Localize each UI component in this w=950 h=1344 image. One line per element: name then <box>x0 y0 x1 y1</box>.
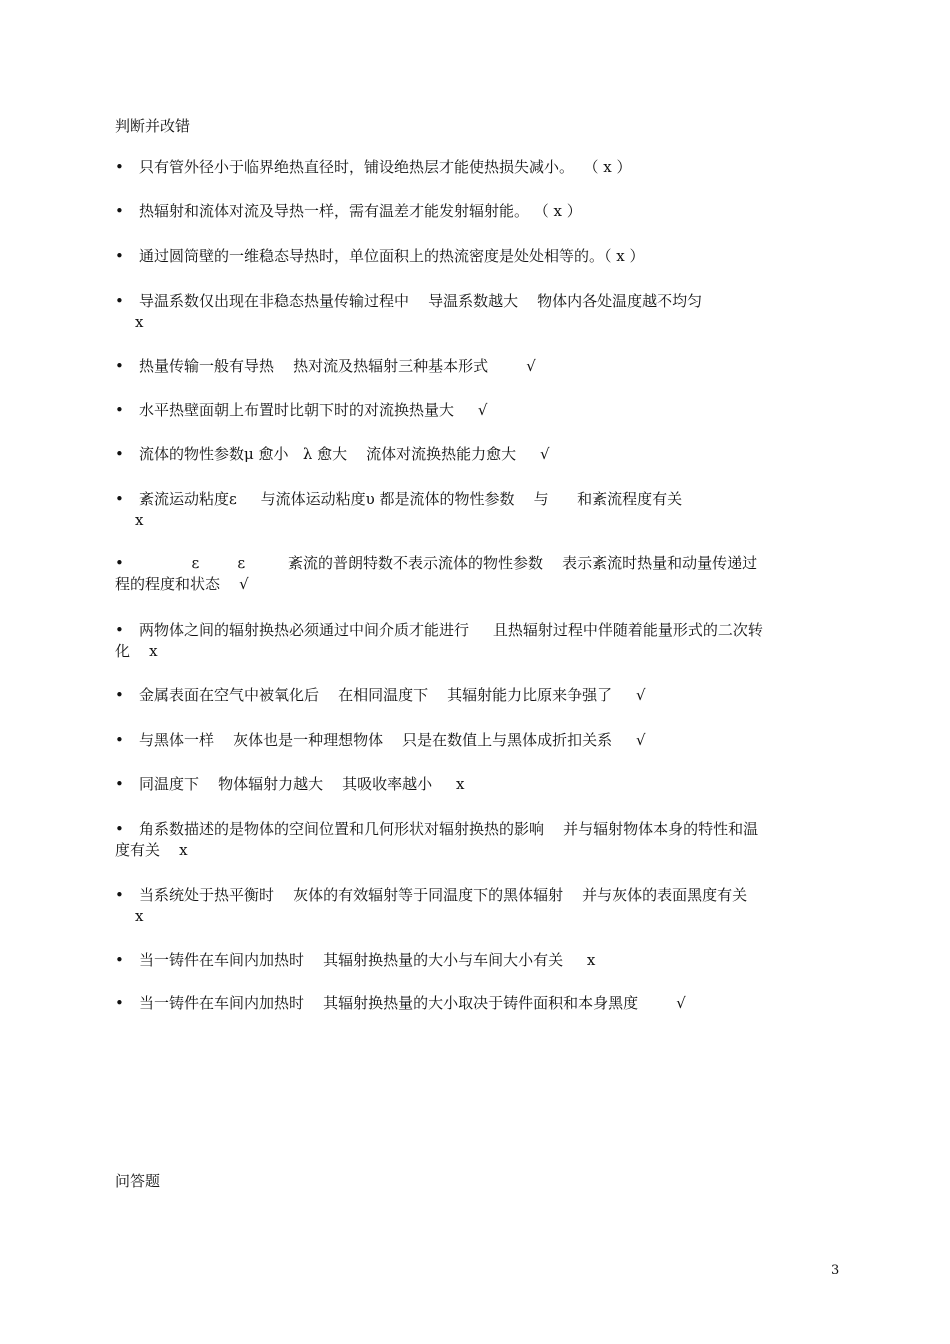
page-number: 3 <box>831 1263 840 1278</box>
list-item <box>115 685 845 706</box>
list-item <box>115 400 845 421</box>
item-text: 水平热壁面朝上布置时比朝下时的对流换热量大 √ <box>139 401 488 419</box>
bullet-icon: • <box>115 158 124 176</box>
list-item <box>115 246 845 267</box>
bullet-icon: • <box>115 994 124 1012</box>
list-item <box>115 157 845 178</box>
list-item <box>115 819 845 861</box>
bullet-icon: • <box>115 731 124 749</box>
item-text-continuation: 化 x <box>115 642 158 660</box>
bullet-icon: • <box>115 445 124 463</box>
bullet-icon: • <box>115 886 124 904</box>
bullet-icon: • <box>115 490 124 508</box>
item-text: 两物体之间的辐射换热必须通过中间介质才能进行 且热辐射过程中伴随着能量形式的二次转 <box>139 621 763 639</box>
section-title-qa: 问答题 <box>115 1172 161 1190</box>
item-text: 金属表面在空气中被氧化后 在相同温度下 其辐射能力比原来争强了 √ <box>139 686 646 704</box>
list-item <box>115 291 845 333</box>
item-text: 流体的物性参数μ 愈小 λ 愈大 流体对流换热能力愈大 √ <box>139 445 550 463</box>
item-text: 当一铸件在车间内加热时 其辐射换热量的大小取决于铸件面积和本身黑度 √ <box>139 994 686 1012</box>
item-text-continuation: x <box>135 907 144 925</box>
bullet-icon: • <box>115 292 124 310</box>
section-title-judgement: 判断并改错 <box>115 117 191 135</box>
list-item <box>115 620 845 662</box>
bullet-icon: • <box>115 357 124 375</box>
bullet-icon: • <box>115 621 124 639</box>
item-text: 导温系数仅出现在非稳态热量传输过程中 导温系数越大 物体内各处温度越不均匀 <box>139 292 703 310</box>
item-text-continuation: 度有关 x <box>115 841 188 859</box>
list-item <box>115 950 845 971</box>
item-text: ε ε 紊流的普朗特数不表示流体的物性参数 表示紊流时热量和动量传递过 <box>139 554 758 572</box>
list-item <box>115 489 845 531</box>
list-item <box>115 993 845 1014</box>
item-text: 只有管外径小于临界绝热直径时，铺设绝热层才能使热损失减小。 （ x ） <box>139 158 632 176</box>
bullet-icon: • <box>115 554 124 572</box>
item-text: 当系统处于热平衡时 灰体的有效辐射等于同温度下的黑体辐射 并与灰体的表面黑度有关 <box>139 886 748 904</box>
item-text: 热辐射和流体对流及导热一样，需有温差才能发射辐射能。 （ x ） <box>139 202 582 220</box>
item-text-continuation: 程的程度和状态 √ <box>115 575 249 593</box>
list-item <box>115 885 845 927</box>
bullet-icon: • <box>115 775 124 793</box>
bullet-icon: • <box>115 202 124 220</box>
bullet-icon: • <box>115 951 124 969</box>
item-text-continuation: x <box>135 313 144 331</box>
list-item <box>115 553 845 595</box>
item-text: 通过圆筒壁的一维稳态导热时，单位面积上的热流密度是处处相等的。（ x ） <box>139 247 645 265</box>
bullet-icon: • <box>115 401 124 419</box>
item-text-continuation: x <box>135 511 144 529</box>
item-text: 同温度下 物体辐射力越大 其吸收率越小 x <box>139 775 465 793</box>
list-item <box>115 356 845 377</box>
list-item <box>115 774 845 795</box>
item-text: 热量传输一般有导热 热对流及热辐射三种基本形式 √ <box>139 357 536 375</box>
item-text: 角系数描述的是物体的空间位置和几何形状对辐射换热的影响 并与辐射物体本身的特性和温 <box>139 820 759 838</box>
item-text: 紊流运动粘度ε 与流体运动粘度υ 都是流体的物性参数 与 和紊流程度有关 <box>139 490 683 508</box>
list-item <box>115 730 845 751</box>
bullet-icon: • <box>115 247 124 265</box>
bullet-icon: • <box>115 820 124 838</box>
bullet-icon: • <box>115 686 124 704</box>
item-text: 与黑体一样 灰体也是一种理想物体 只是在数值上与黑体成折扣关系 √ <box>139 731 646 749</box>
item-text: 当一铸件在车间内加热时 其辐射换热量的大小与车间大小有关 x <box>139 951 596 969</box>
list-item <box>115 201 845 222</box>
list-item <box>115 444 845 465</box>
